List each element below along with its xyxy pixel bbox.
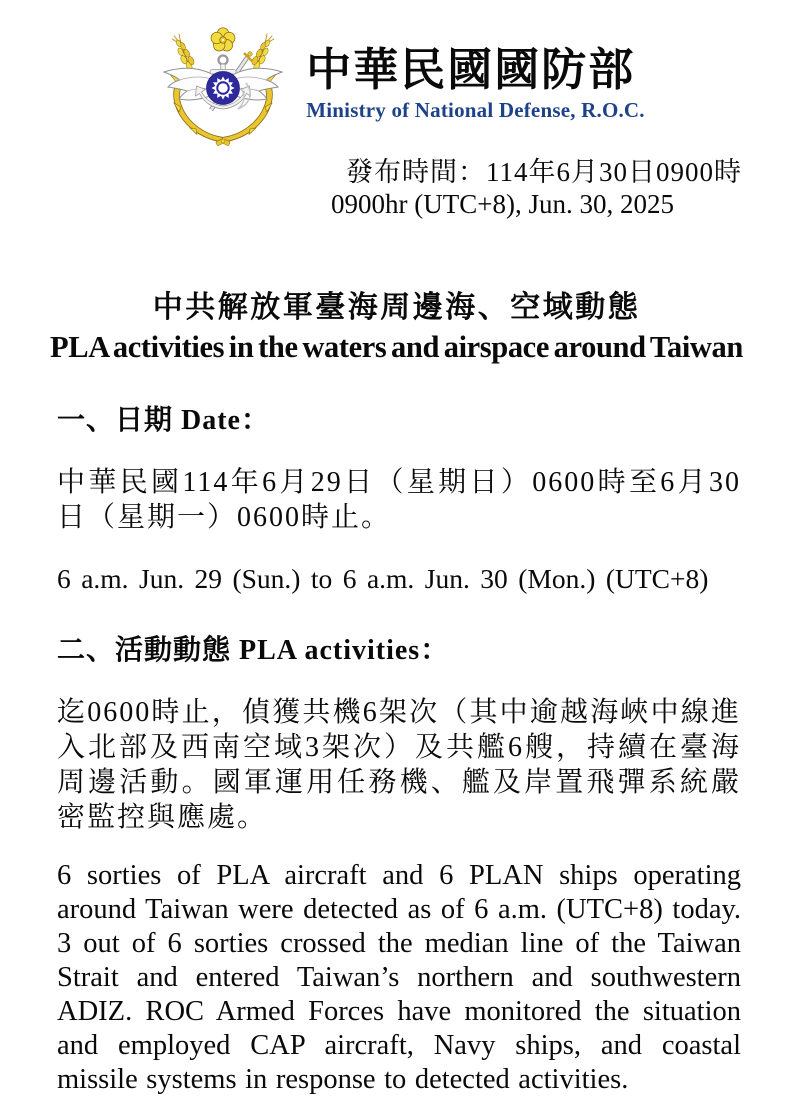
document-title-en: PLA activities in the waters and airspace around Taiwan <box>50 330 743 364</box>
section-heading-activities: 二、活動動態 PLA activities： <box>57 635 450 666</box>
mnd-emblem-graphic <box>148 24 298 154</box>
org-title-zh: 中華民國國防部 <box>306 45 636 95</box>
date-paragraph-zh: 中華民國114年6月29日（星期日）0600時至6月30日（星期一）0600時止。 <box>57 467 741 533</box>
activities-paragraph-en: 6 sorties of PLA aircraft and 6 PLAN ships operating around Taiwan were detected as of 6 a.m. (UTC+8) today. 3 out of 6 sorties crossed the median line of the Taiwan Strait and entered Taiwan’s northern and southwestern ADIZ. ROC Armed Forces have monitored the situation and employed CAP aircraft, Navy ships, and coastal missile systems in response to detected activities. <box>57 860 741 1095</box>
org-title-en: Ministry of National Defense, R.O.C. <box>306 97 645 122</box>
plum-blossom-icon <box>211 28 235 51</box>
document-title <box>0 282 793 365</box>
date-paragraph-en: 6 a.m. Jun. 29 (Sun.) to 6 a.m. Jun. 30 (Mon.) (UTC+8) <box>57 563 709 594</box>
national-sun-disc <box>207 72 240 105</box>
release-time-block <box>331 156 793 220</box>
section-heading-date: 一、日期 Date： <box>57 405 270 436</box>
document-title-zh: 中共解放軍臺海周邊海、空域動態 <box>152 291 641 324</box>
release-time-zh: 發布時間：114年6月30日0900時 <box>346 157 742 187</box>
release-time-en: 0900hr (UTC+8), Jun. 30, 2025 <box>331 189 674 219</box>
document-body <box>0 398 793 1097</box>
header <box>0 0 793 152</box>
activities-paragraph-zh: 迄0600時止，偵獲共機6架次（其中逾越海峽中線進入北部及西南空域3架次）及共艦6艘，持續在臺海周邊活動。國軍運用任務機、艦及岸置飛彈系統嚴密監控與應處。 <box>57 697 741 833</box>
mnd-emblem <box>148 24 298 152</box>
header-text <box>306 24 645 123</box>
